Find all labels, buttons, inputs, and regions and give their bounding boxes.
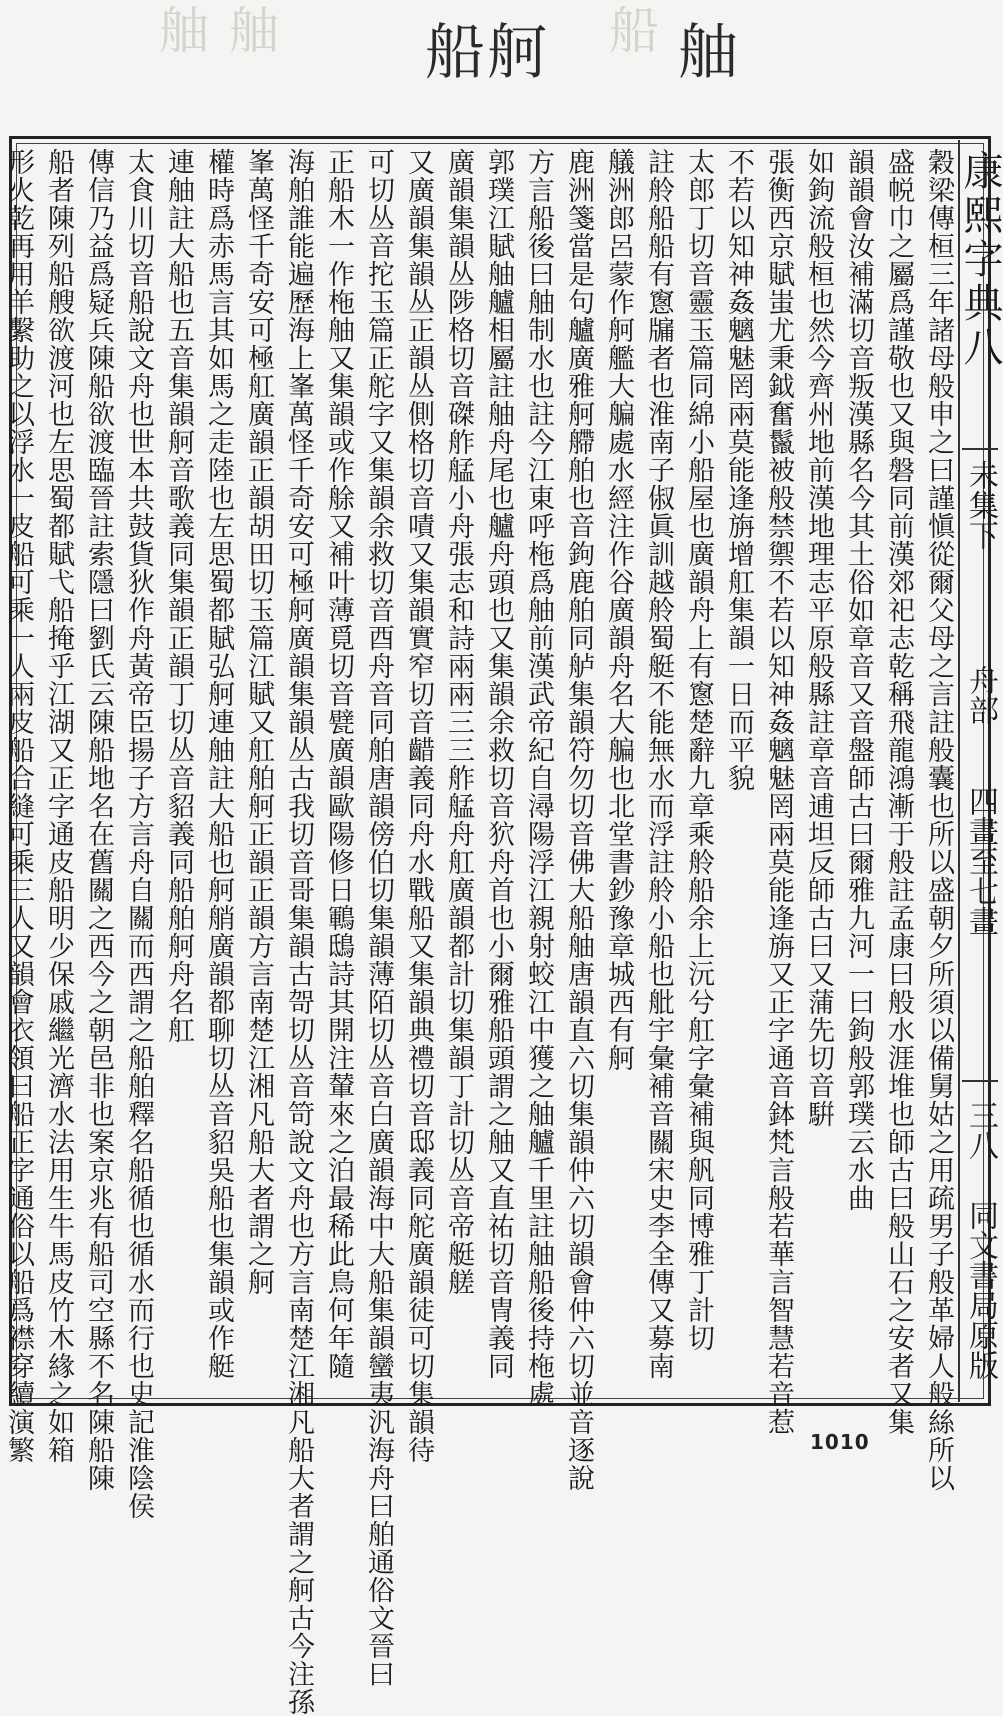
text-column: 可切丛音拕玉篇正舵字又集韻余救切音酉舟音同舶唐韻傍伯切集韻薄陌切丛音白廣韻海中大船集韻蠻夷汎海舟曰舶通俗文晉曰 — [363, 148, 394, 1688]
publisher-label: 同文書局原版 — [963, 1200, 998, 1380]
ghost-headword-2: 舳 — [221, 4, 279, 54]
text-column: 盛帨巾之屬爲謹敬也又與磐同前漢郊祀志乾稱飛龍鴻漸于般註孟康曰般水涯堆也師古曰般山石之安者又集 — [883, 148, 914, 1436]
page-number: 1010 — [810, 1430, 870, 1454]
text-column: 鹿洲箋當是句艫廣雅舸艜舶也音鉤鹿舶同舻集韻符勿切音佛大船舳唐韻直六切集韻仲六切韻會仲六切並音逐說 — [563, 148, 594, 1492]
text-column: 方言船後曰舳制水也註今江東呼柂爲舳前漢武帝紀自潯陽浮江親射蛟江中獲之舳艫千里註舳船後持柂處 — [523, 148, 554, 1408]
margin-column — [957, 140, 1003, 1402]
radical-label: 舟部 — [963, 665, 998, 725]
volume-mark: 八 — [957, 326, 1003, 370]
text-column: 郭璞江賦舳艫相屬註舳舟尾也艫舟頭也又集韻余救切音狖舟首也小爾雅船頭謂之舳又直祐切音冑義同 — [483, 148, 514, 1380]
text-column: 太食川切音船說文舟也世本共鼓貨狄作舟黃帝臣揚子方言舟自關而西謂之船舶釋名船循也循水而行也史記淮陰侯 — [123, 148, 154, 1520]
text-column: 船者陳列船艘欲渡河也左思蜀都賦弋船掩乎江湖又正字通皮船明少保戚繼光濟水法用生牛馬皮竹木緣之如箱 — [43, 148, 74, 1464]
collection-label: 未集下 — [963, 460, 998, 550]
text-column: 如鉤流般桓也然今齊州地前漢地理志平原般縣註章音逋坦反師古曰又蒲先切音騈 — [803, 148, 834, 1128]
margin-rule — [962, 448, 998, 450]
text-column: 海舶誰能遍歷海上峯萬怪千奇安可極舸廣韻集韻丛古我切音哥集韻古哿切丛音笴說文舟也方言南楚江湘凡船大者謂之舸古今注孫 — [283, 148, 314, 1716]
text-column: 權時爲赤馬言其如馬之走陸也左思蜀都賦弘舸連舳註大船也舸艄廣韻都聊切丛音貂吳船也集韻或作艇 — [203, 148, 234, 1380]
text-column: 正船木一作柂舳又集韻或作艅又補叶薄覓切音甓廣韻歐陽修日鶤鴟詩其開注輦來之泊最稀此鳥何年隨 — [323, 148, 354, 1380]
text-column: 不若以知神姦魑魅罔兩莫能逢旃增舡集韻一日而平貌 — [723, 148, 754, 792]
margin-rule — [962, 1080, 998, 1082]
text-column: 峯萬怪千奇安可極舡廣韻正韻胡田切玉篇江賦又舡舶舸正韻正韻方言南楚江湘凡船大者謂之舸 — [243, 148, 274, 1296]
leaf-number: 三八 — [963, 1100, 998, 1160]
ghost-headword-3: 船 — [601, 4, 659, 54]
stroke-range-label: 四畫至七畫 — [963, 786, 998, 936]
text-column: 廣韻集韻丛陟格切音磔舴艋小舟張志和詩兩兩三三舴艋舟舡廣韻都計切集韻丁計切丛音帝艇艖 — [443, 148, 474, 1296]
text-column: 傳信乃益爲疑兵陳船欲渡臨晉註索隱曰劉氏云陳船地名在舊關之西今之朝邑非也案京兆有船司空縣不名陳船陳 — [83, 148, 114, 1492]
page-headwords-left: 船舸 — [425, 18, 549, 88]
text-column: 張衡西京賦蚩尤秉鉞奮鬣被般禁禦不若以知神姦魑魅罔兩莫能逢旃又正字通音鉢梵言般若華言智慧若音惹 — [763, 148, 794, 1436]
text-column: 太郎丁切音靈玉篇同綿小船屋也廣韻舟上有窻楚辭九章乘舲船余上沅兮舡字彙補與舤同博雅丁計切 — [683, 148, 714, 1352]
top-headword-strip — [0, 4, 1000, 119]
book-title: 康熙字典八 — [957, 150, 1003, 370]
text-column: 連舳註大船也五音集韻舸音歌義同集韻正韻丁切丛音貂義同船舶舸舟名舡 — [163, 148, 194, 1044]
text-column: 穀梁傳桓三年諸母般申之曰謹愼從爾父母之言註般囊也所以盛朝夕所須以備舅姑之用疏男子般革婦人般絲所以 — [923, 148, 954, 1492]
text-column: 又廣韻集韻丛正韻丛側格切音嘖又集韻實窄切音齰義同舟水戰船又集韻典禮切音邸義同舵廣韻徒可切集韻待 — [403, 148, 434, 1464]
text-column: 形火乾再用羊繫助之以浮水一皮船可乘一人兩皮船合縫可乘三人又韻會衣領曰船正字通俗以船爲襟穿續演繁 — [3, 148, 34, 1464]
ghost-headword-1: 舳 — [151, 4, 209, 54]
text-column: 韻韻會汝補滿切音叛漢縣名今其土俗如章音又音盤師古曰爾雅九河一曰鉤般郭璞云水曲 — [843, 148, 874, 1212]
text-column: 艤洲郎呂蒙作舸艦大艑處水經注作谷廣韻舟名大艑也北堂書鈔豫章城西有舸 — [603, 148, 634, 1072]
text-column: 註舲船船有窻牖者也淮南子俶眞訓越舲蜀艇不能無水而浮註舲小船也舭宇彙補音關宋史李全傳又募南 — [643, 148, 674, 1380]
page-headwords-right: 舳 — [678, 18, 740, 88]
